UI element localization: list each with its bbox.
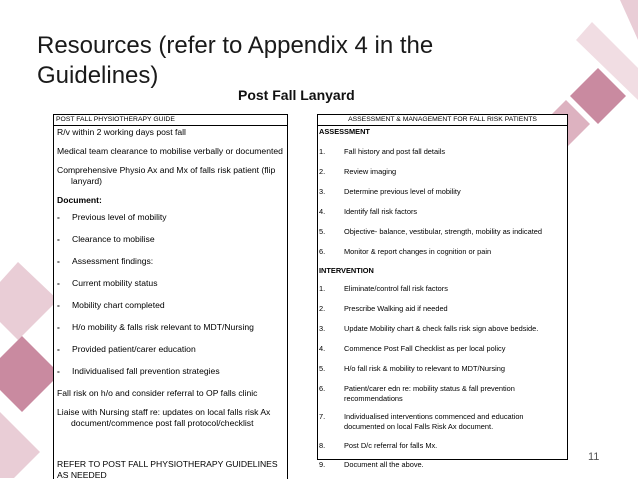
item-number: 8. — [319, 441, 326, 450]
diamond-shape — [620, 0, 638, 40]
intervention-item — [319, 324, 567, 334]
list-item — [57, 366, 284, 377]
list-item-text: Provided patient/carer education — [72, 344, 196, 354]
list-item — [57, 300, 284, 311]
item-number: 4. — [319, 344, 326, 353]
item-text: Prescribe Walking aid if needed — [344, 304, 448, 313]
item-number: 3. — [319, 187, 326, 196]
item-text: Post D/c referral for falls Mx. — [344, 441, 438, 450]
diamond-shape — [0, 412, 40, 478]
list-item-text: Clearance to mobilise — [72, 234, 155, 244]
assessment-item — [319, 147, 567, 157]
dash-marker: - — [57, 322, 60, 332]
item-text: Identify fall risk factors — [344, 207, 418, 216]
guide-line: R/v within 2 working days post fall — [57, 127, 186, 137]
list-item-text: Assessment findings: — [72, 256, 154, 266]
item-number: 2. — [319, 304, 326, 313]
assessment-item — [319, 227, 567, 237]
item-text: Review imaging — [344, 167, 397, 176]
assessment-item — [319, 167, 567, 177]
item-number: 6. — [319, 384, 326, 393]
item-number: 4. — [319, 207, 326, 216]
item-number: 2. — [319, 167, 326, 176]
item-number: 5. — [319, 364, 326, 373]
intervention-section-label: INTERVENTION — [319, 266, 374, 275]
item-text: Determine previous level of mobility — [344, 187, 461, 196]
item-text: H/o fall risk & mobility to relevant to MDT/Nursing — [344, 364, 505, 373]
guide-line: Comprehensive Physio Ax and Mx of falls risk patient (flip lanyard) — [57, 165, 276, 186]
item-number: 1. — [319, 284, 326, 293]
panel-header: POST FALL PHYSIOTHERAPY GUIDE — [54, 115, 287, 126]
guide-footer: REFER TO POST FALL PHYSIOTHERAPY GUIDELINES AS NEEDED — [57, 459, 278, 480]
item-text: Objective- balance, vestibular, strength, mobility as indicated — [344, 227, 543, 236]
intervention-item — [319, 284, 567, 294]
item-text: Patient/carer edn re: mobility status & fall prevention recommendations — [344, 384, 515, 403]
dash-marker: - — [57, 278, 60, 288]
item-number: 9. — [319, 460, 326, 469]
item-text: Commence Post Fall Checklist as per local policy — [344, 344, 506, 353]
dash-marker: - — [57, 256, 60, 266]
item-number: 6. — [319, 247, 326, 256]
item-text: Update Mobility chart & check falls risk sign above bedside. — [344, 324, 539, 333]
assessment-item — [319, 207, 567, 217]
item-number: 3. — [319, 324, 326, 333]
assessment-section-label: ASSESSMENT — [319, 127, 370, 136]
list-item-text: H/o mobility & falls risk relevant to MDT/Nursing — [72, 322, 254, 332]
intervention-item — [319, 460, 567, 470]
list-item-text: Mobility chart completed — [72, 300, 165, 310]
intervention-item — [319, 441, 567, 451]
slide-subtitle: Post Fall Lanyard — [238, 87, 355, 103]
item-text: Fall history and post fall details — [344, 147, 446, 156]
list-item-text: Individualised fall prevention strategies — [72, 366, 220, 376]
assessment-item — [319, 187, 567, 197]
guide-line: Medical team clearance to mobilise verbally or documented — [57, 146, 283, 156]
item-text: Monitor & report changes in cognition or pain — [344, 247, 492, 256]
diamond-shape — [0, 336, 60, 412]
post-fall-physio-guide-panel — [53, 114, 288, 479]
dash-marker: - — [57, 344, 60, 354]
list-item-text: Previous level of mobility — [72, 212, 167, 222]
list-item — [57, 278, 284, 289]
assessment-management-panel — [317, 114, 568, 469]
item-text: Eliminate/control fall risk factors — [344, 284, 448, 293]
dash-marker: - — [57, 234, 60, 244]
intervention-item — [319, 364, 567, 374]
intervention-item — [319, 344, 567, 354]
list-item — [57, 322, 284, 333]
intervention-item — [319, 384, 567, 404]
list-item-text: Current mobility status — [72, 278, 158, 288]
item-text: Individualised interventions commenced and education documented on local Falls Risk Ax document. — [344, 412, 524, 431]
list-item — [57, 344, 284, 355]
list-item — [57, 212, 284, 223]
page-number: 11 — [588, 451, 600, 463]
item-number: 1. — [319, 147, 326, 156]
item-number: 7. — [319, 412, 326, 421]
intervention-item — [319, 304, 567, 314]
panel-header: ASSESSMENT & MANAGEMENT FOR FALL RISK PATIENTS — [318, 115, 567, 126]
diamond-shape — [0, 262, 58, 340]
dash-marker: - — [57, 366, 60, 376]
slide-title: Resources (refer to Appendix 4 in the Guidelines) — [37, 32, 434, 89]
guide-line: Fall risk on h/o and consider referral to OP falls clinic — [57, 388, 258, 398]
intervention-item — [319, 412, 567, 432]
item-number: 5. — [319, 227, 326, 236]
guide-line: Liaise with Nursing staff re: updates on local falls risk Ax document/commence post fall protocol/checklist — [57, 407, 271, 428]
dash-marker: - — [57, 300, 60, 310]
dash-marker: - — [57, 212, 60, 222]
list-item — [57, 256, 284, 267]
assessment-item — [319, 247, 567, 257]
list-item — [57, 234, 284, 245]
item-text: Document all the above. — [344, 460, 424, 469]
document-label: Document: — [57, 195, 102, 205]
